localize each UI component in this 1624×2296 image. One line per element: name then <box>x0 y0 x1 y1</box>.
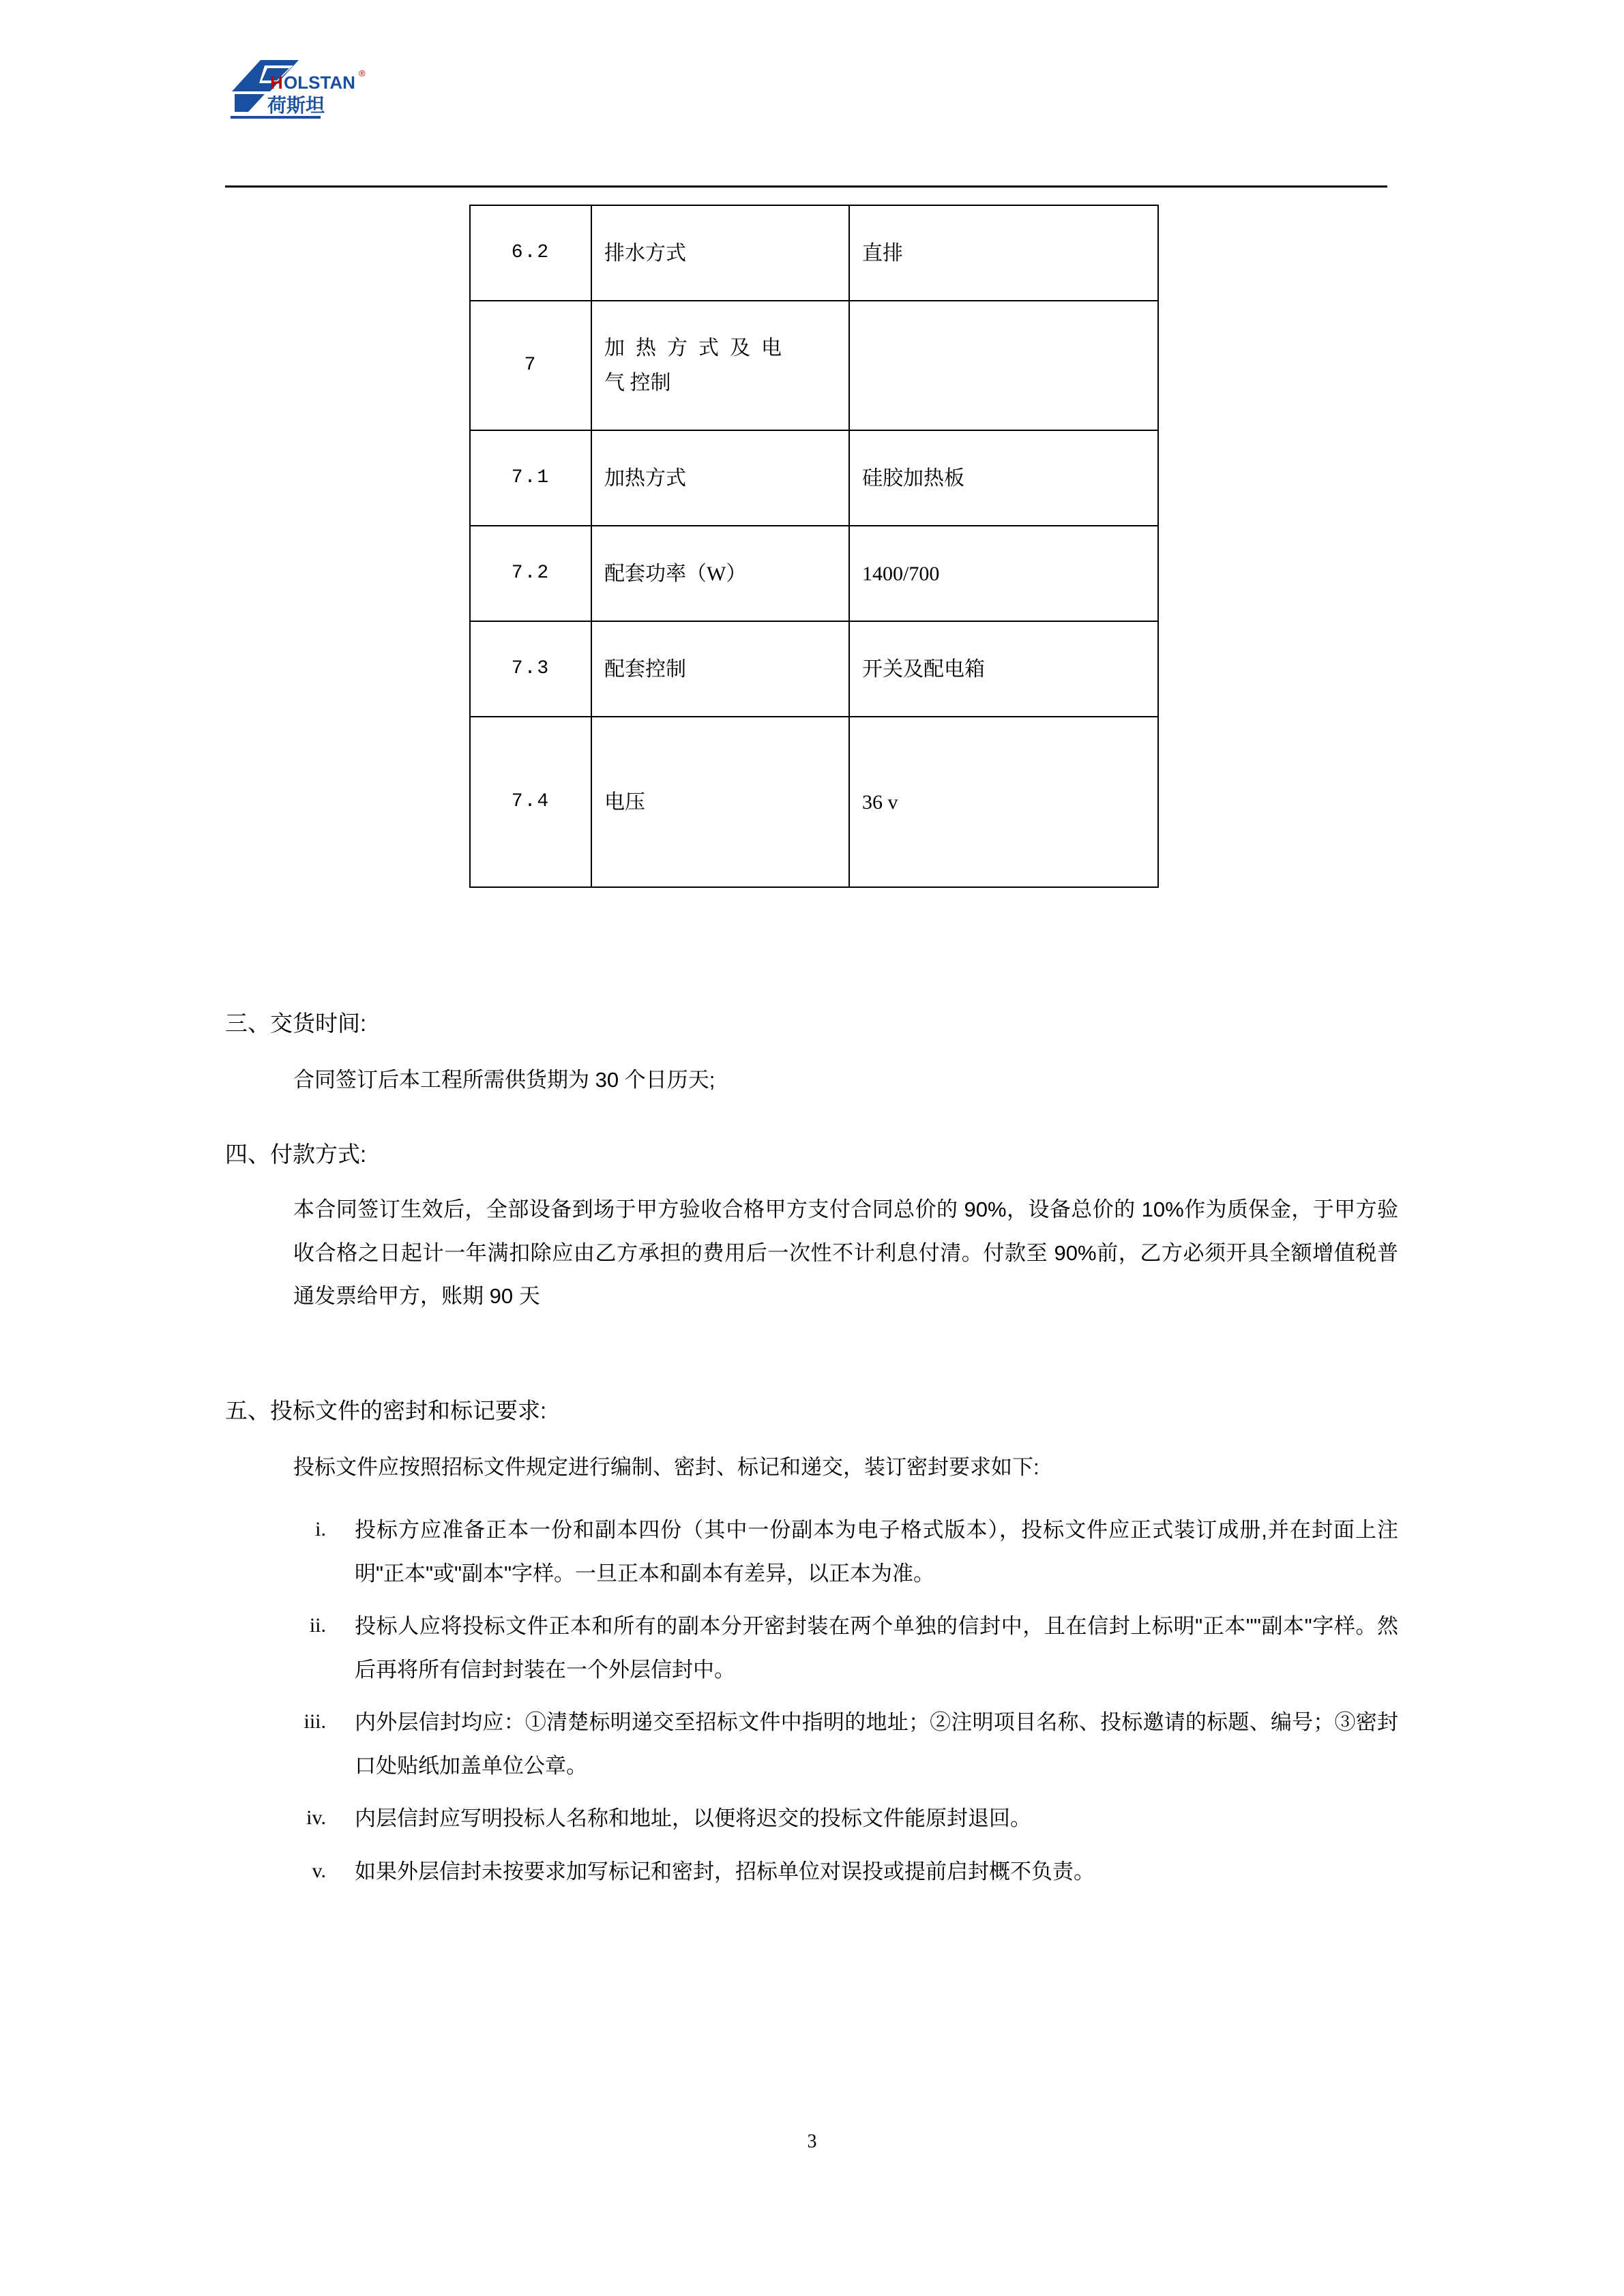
row-name: 排水方式 <box>591 205 849 301</box>
table-row <box>470 526 1158 621</box>
section-heading-three: 三、交货时间: <box>225 1011 367 1036</box>
list-marker: i. <box>315 1518 326 1540</box>
svg-text:H: H <box>270 72 283 93</box>
row-name: 配套功率（W） <box>591 526 849 621</box>
row-value <box>849 301 1158 430</box>
row-name-line2: 气 控制 <box>604 372 671 394</box>
list-text: 投标人应将投标文件正本和所有的副本分开密封装在两个单独的信封中，且在信封上标明"正本""副本"字样。然后再将所有信封封装在一个外层信封中。 <box>355 1614 1398 1682</box>
requirements-list <box>293 1508 1398 1903</box>
list-text: 投标方应准备正本一份和副本四份（其中一份副本为电子格式版本），投标文件应正式装订成册,并在封面上注明"正本"或"副本"字样。一旦正本和副本有差异，以正本为准。 <box>355 1518 1398 1585</box>
company-logo <box>225 53 402 135</box>
table-row <box>470 205 1158 301</box>
list-item <box>293 1797 1398 1840</box>
row-number: 7.2 <box>470 526 591 621</box>
section-five-paragraph: 投标文件应按照招标文件规定进行编制、密封、标记和递交，装订密封要求如下: <box>293 1455 1039 1479</box>
list-item <box>293 1605 1398 1691</box>
svg-text:OLSTAN: OLSTAN <box>284 72 355 93</box>
svg-text:®: ® <box>359 68 366 78</box>
row-name: 配套控制 <box>591 621 849 717</box>
row-value: 1400/700 <box>849 526 1158 621</box>
row-number: 7.1 <box>470 430 591 526</box>
list-text: 内层信封应写明投标人名称和地址，以便将迟交的投标文件能原封退回。 <box>355 1806 1031 1831</box>
list-item <box>293 1508 1398 1595</box>
list-item <box>293 1701 1398 1787</box>
list-marker: ii. <box>309 1614 326 1637</box>
table-row <box>470 301 1158 430</box>
row-value: 硅胶加热板 <box>849 430 1158 526</box>
section-three-paragraph: 合同签订后本工程所需供货期为 30 个日历天; <box>293 1068 715 1092</box>
row-name: 电压 <box>591 717 849 887</box>
row-name-line1: 加热方式及电 <box>604 337 782 359</box>
section-heading-four: 四、付款方式: <box>225 1142 367 1167</box>
svg-text:荷斯坦: 荷斯坦 <box>267 95 325 116</box>
specification-table <box>469 205 1159 888</box>
row-name: 加热方式 <box>591 430 849 526</box>
row-number: 7.4 <box>470 717 591 887</box>
table-row <box>470 621 1158 717</box>
section-four-paragraph: 本合同签订生效后，全部设备到场于甲方验收合格甲方支付合同总价的 90%，设备总价的 10%作为质保金，于甲方验收合格之日起计一年满扣除应由乙方承担的费用后一次性不计利息付清。付款至 90%前，乙方必须开具全额增值税普通发票给甲方，账期 90 天 <box>293 1197 1398 1309</box>
table-row <box>470 430 1158 526</box>
header-divider <box>225 185 1387 188</box>
list-marker: iv. <box>306 1806 326 1830</box>
row-value: 开关及配电箱 <box>849 621 1158 717</box>
row-number: 7.3 <box>470 621 591 717</box>
holstan-logo-icon <box>225 53 402 135</box>
list-marker: v. <box>312 1859 326 1882</box>
section-heading-five: 五、投标文件的密封和标记要求: <box>225 1398 547 1423</box>
page-number: 3 <box>807 2131 817 2152</box>
list-item <box>293 1850 1398 1894</box>
list-marker: iii. <box>304 1710 326 1733</box>
row-number: 6.2 <box>470 205 591 301</box>
row-value: 36 v <box>849 717 1158 887</box>
list-text: 如果外层信封未按要求加写标记和密封，招标单位对误投或提前启封概不负责。 <box>355 1859 1095 1883</box>
row-value: 直排 <box>849 205 1158 301</box>
list-text: 内外层信封均应：①清楚标明递交至招标文件中指明的地址；②注明项目名称、投标邀请的标题、编号；③密封口处贴纸加盖单位公章。 <box>355 1710 1398 1778</box>
row-number: 7 <box>470 301 591 430</box>
table-row <box>470 717 1158 887</box>
row-name <box>591 301 849 430</box>
